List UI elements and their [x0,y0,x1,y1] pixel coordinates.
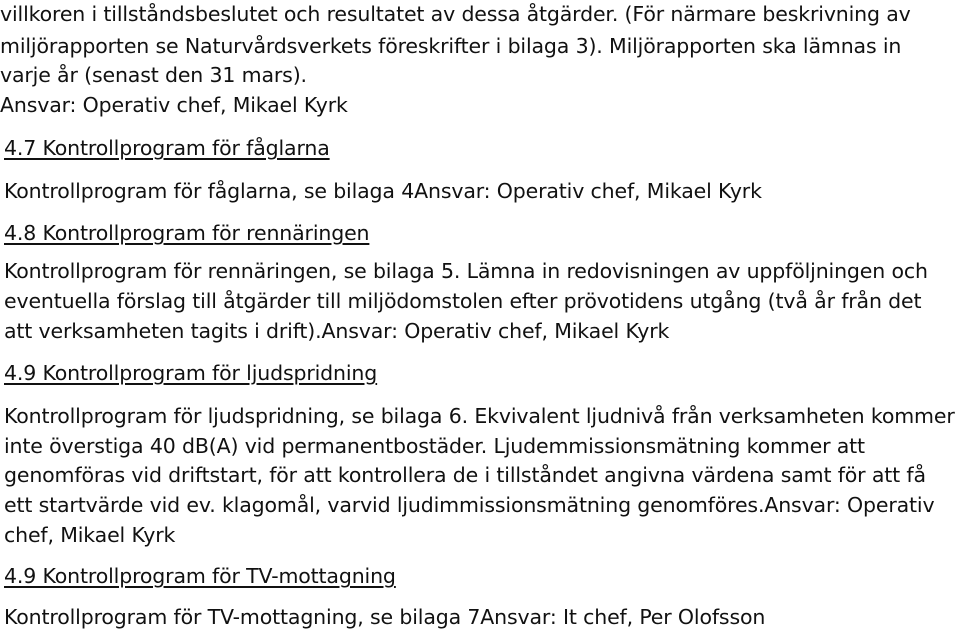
section-4-8-line-1: Kontrollprogram för rennäringen, se bilaga 5. Lämna in redovisningen av uppföljningen och [4,259,928,283]
section-4-9-line-2: inte överstiga 40 dB(A) vid permanentbostäder. Ljudemmissionsmätning kommer att [4,434,865,458]
section-tv-line-1: Kontrollprogram för TV-mottagning, se bilaga 7Ansvar: It chef, Per Olofsson [4,605,766,629]
section-4-9-line-4: ett startvärde vid ev. klagomål, varvid ljudimmissionsmätning genomföres.Ansvar: Operativ [4,493,935,517]
section-heading-4-9: 4.9 Kontrollprogram för ljudspridning [4,361,378,385]
intro-line-3: varje år (senast den 31 mars). [0,63,307,87]
section-heading-tv: 4.9 Kontrollprogram för TV-mottagning [4,564,396,588]
section-4-7-line-1: Kontrollprogram för fåglarna, se bilaga 4Ansvar: Operativ chef, Mikael Kyrk [4,179,762,203]
intro-line-1: villkoren i tillståndsbeslutet och resultatet av dessa åtgärder. (För närmare beskrivning av [0,2,911,26]
section-4-9-line-3: genomföras vid driftstart, för att kontrollera de i tillståndet angivna värdena samt för att få [4,463,926,487]
intro-line-2: miljörapporten se Naturvårdsverkets föreskrifter i bilaga 3). Miljörapporten ska lämnas in [0,34,902,58]
section-4-9-line-1: Kontrollprogram för ljudspridning, se bilaga 6. Ekvivalent ljudnivå från verksamheten kommer [4,404,955,428]
section-4-8-line-2: eventuella förslag till åtgärder till miljödomstolen efter prövotidens utgång (två år från det [4,289,922,313]
section-4-9-line-5: chef, Mikael Kyrk [4,523,176,547]
section-heading-4-8: 4.8 Kontrollprogram för rennäringen [4,221,370,245]
section-4-8-line-3: att verksamheten tagits i drift).Ansvar: Operativ chef, Mikael Kyrk [4,319,670,343]
section-heading-4-7: 4.7 Kontrollprogram för fåglarna [4,136,330,160]
intro-responsible-line: Ansvar: Operativ chef, Mikael Kyrk [0,93,348,117]
